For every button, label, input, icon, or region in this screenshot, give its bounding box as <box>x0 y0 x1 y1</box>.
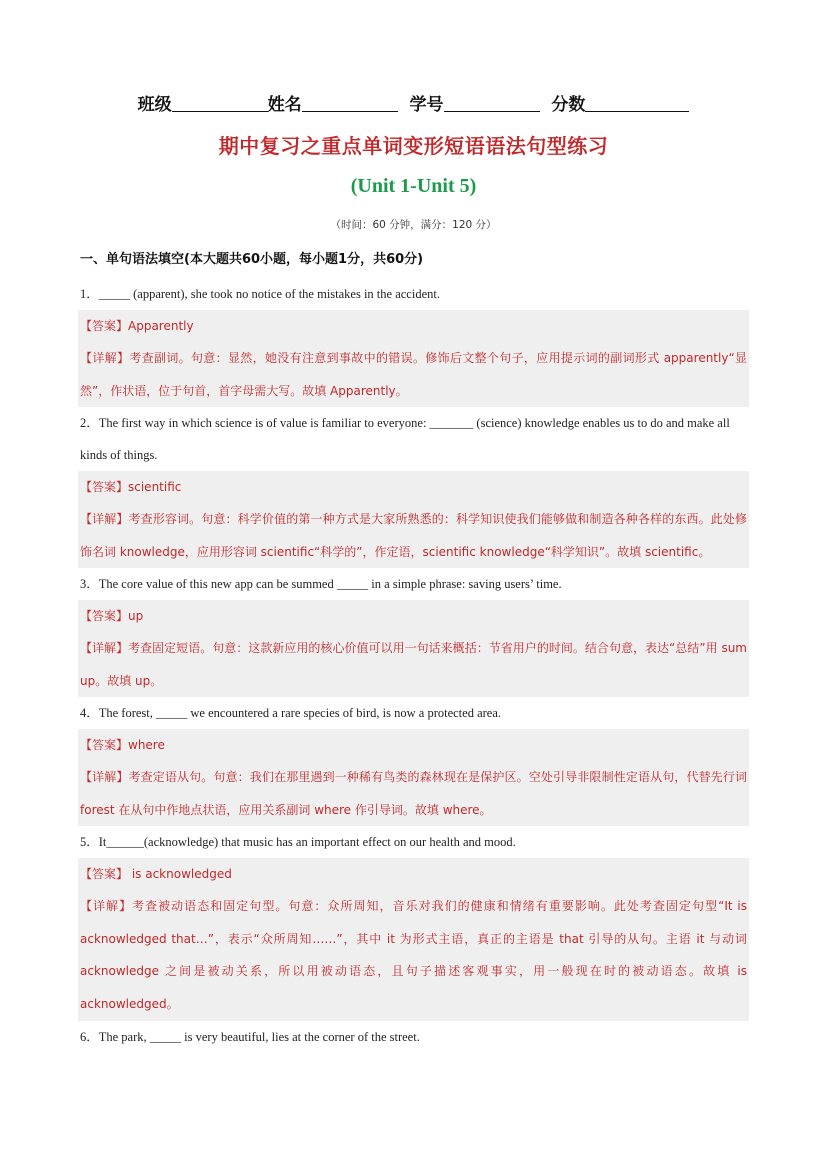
answer-text: 【答案】Apparently <box>80 319 194 333</box>
name-label: 姓名 <box>267 95 302 115</box>
question-text: 5．It______(acknowledge) that music has an important effect on our health and mood. <box>80 835 516 849</box>
student-id-label: 学号 <box>409 95 444 115</box>
answer-text: 【答案】where <box>80 738 165 752</box>
class-blank[interactable] <box>172 95 268 112</box>
name-blank[interactable] <box>302 95 398 112</box>
page-subtitle: (Unit 1-Unit 5) <box>350 175 477 197</box>
answer-block <box>78 729 749 826</box>
explanation-text: 【详解】考查定语从句。句意：我们在那里遇到一种稀有鸟类的森林现在是保护区。空处引导非限制性定语从句，代替先行词 forest 在从句中作地点状语，应用关系副词 where 作引导词。故填 where。 <box>80 770 747 817</box>
answer-text: 【答案】 is acknowledged <box>80 867 232 881</box>
student-info-line <box>0 90 827 115</box>
answer-block <box>78 600 749 697</box>
student-id-blank[interactable] <box>444 95 540 112</box>
question-list <box>80 278 749 1053</box>
score-label: 分数 <box>551 95 586 115</box>
question-text: 3．The core value of this new app can be summed _____ in a simple phrase: saving users’ time. <box>80 577 562 591</box>
question-text: 6．The park, _____ is very beautiful, lies at the corner of the street. <box>80 1030 420 1044</box>
question-text: 1．_____ (apparent), she took no notice of the mistakes in the accident. <box>80 287 440 301</box>
explanation-text: 【详解】考查固定短语。句意：这款新应用的核心价值可以用一句话来概括：节省用户的时间。结合句意，表达“总结”用 sum up。故填 up。 <box>80 641 747 688</box>
answer-text: 【答案】up <box>80 609 144 623</box>
score-blank[interactable] <box>585 95 689 112</box>
explanation-text: 【详解】考查形容词。句意：科学价值的第一种方式是大家所熟悉的：科学知识使我们能够做和制造各种各样的东西。此处修饰名词 knowledge，应用形容词 scientific“科学的”，作定语，scientific knowledge“科学知识”。故填 scientific。 <box>80 512 747 559</box>
class-label: 班级 <box>137 95 172 115</box>
question-text: 4．The forest, _____ we encountered a rare species of bird, is now a protected area. <box>80 706 502 720</box>
answer-text: 【答案】scientific <box>80 480 182 494</box>
page-title: 期中复习之重点单词变形短语语法句型练习 <box>218 134 609 158</box>
question-text: 2．The first way in which science is of value is familiar to everyone: _______ (science) knowledge enables us to do and make all kinds of things. <box>80 416 730 462</box>
explanation-text: 【详解】考查副词。句意：显然，她没有注意到事故中的错误。修饰后文整个句子，应用提示词的副词形式 apparently“显然”，作状语，位于句首，首字母需大写。故填 Apparently。 <box>80 351 747 398</box>
explanation-text: 【详解】考查被动语态和固定句型。句意：众所周知，音乐对我们的健康和情绪有重要影响。此处考查固定句型“It is acknowledged that…”，表示“众所周知……”，其中 it 为形式主语，真正的主语是 that 引导的从句。主语 it 与动词 acknowledge 之间是被动关系，所以用被动语态，且句子描述客观事实，用一般现在时的被动语态。故填 is acknowledged。 <box>80 899 747 1011</box>
answer-block <box>78 858 749 1021</box>
answer-block <box>78 471 749 568</box>
answer-block <box>78 310 749 407</box>
time-info: （时间：60 分钟，满分：120 分） <box>330 219 497 231</box>
section-heading: 一、单句语法填空(本大题共60小题，每小题1分，共60分) <box>80 252 424 267</box>
